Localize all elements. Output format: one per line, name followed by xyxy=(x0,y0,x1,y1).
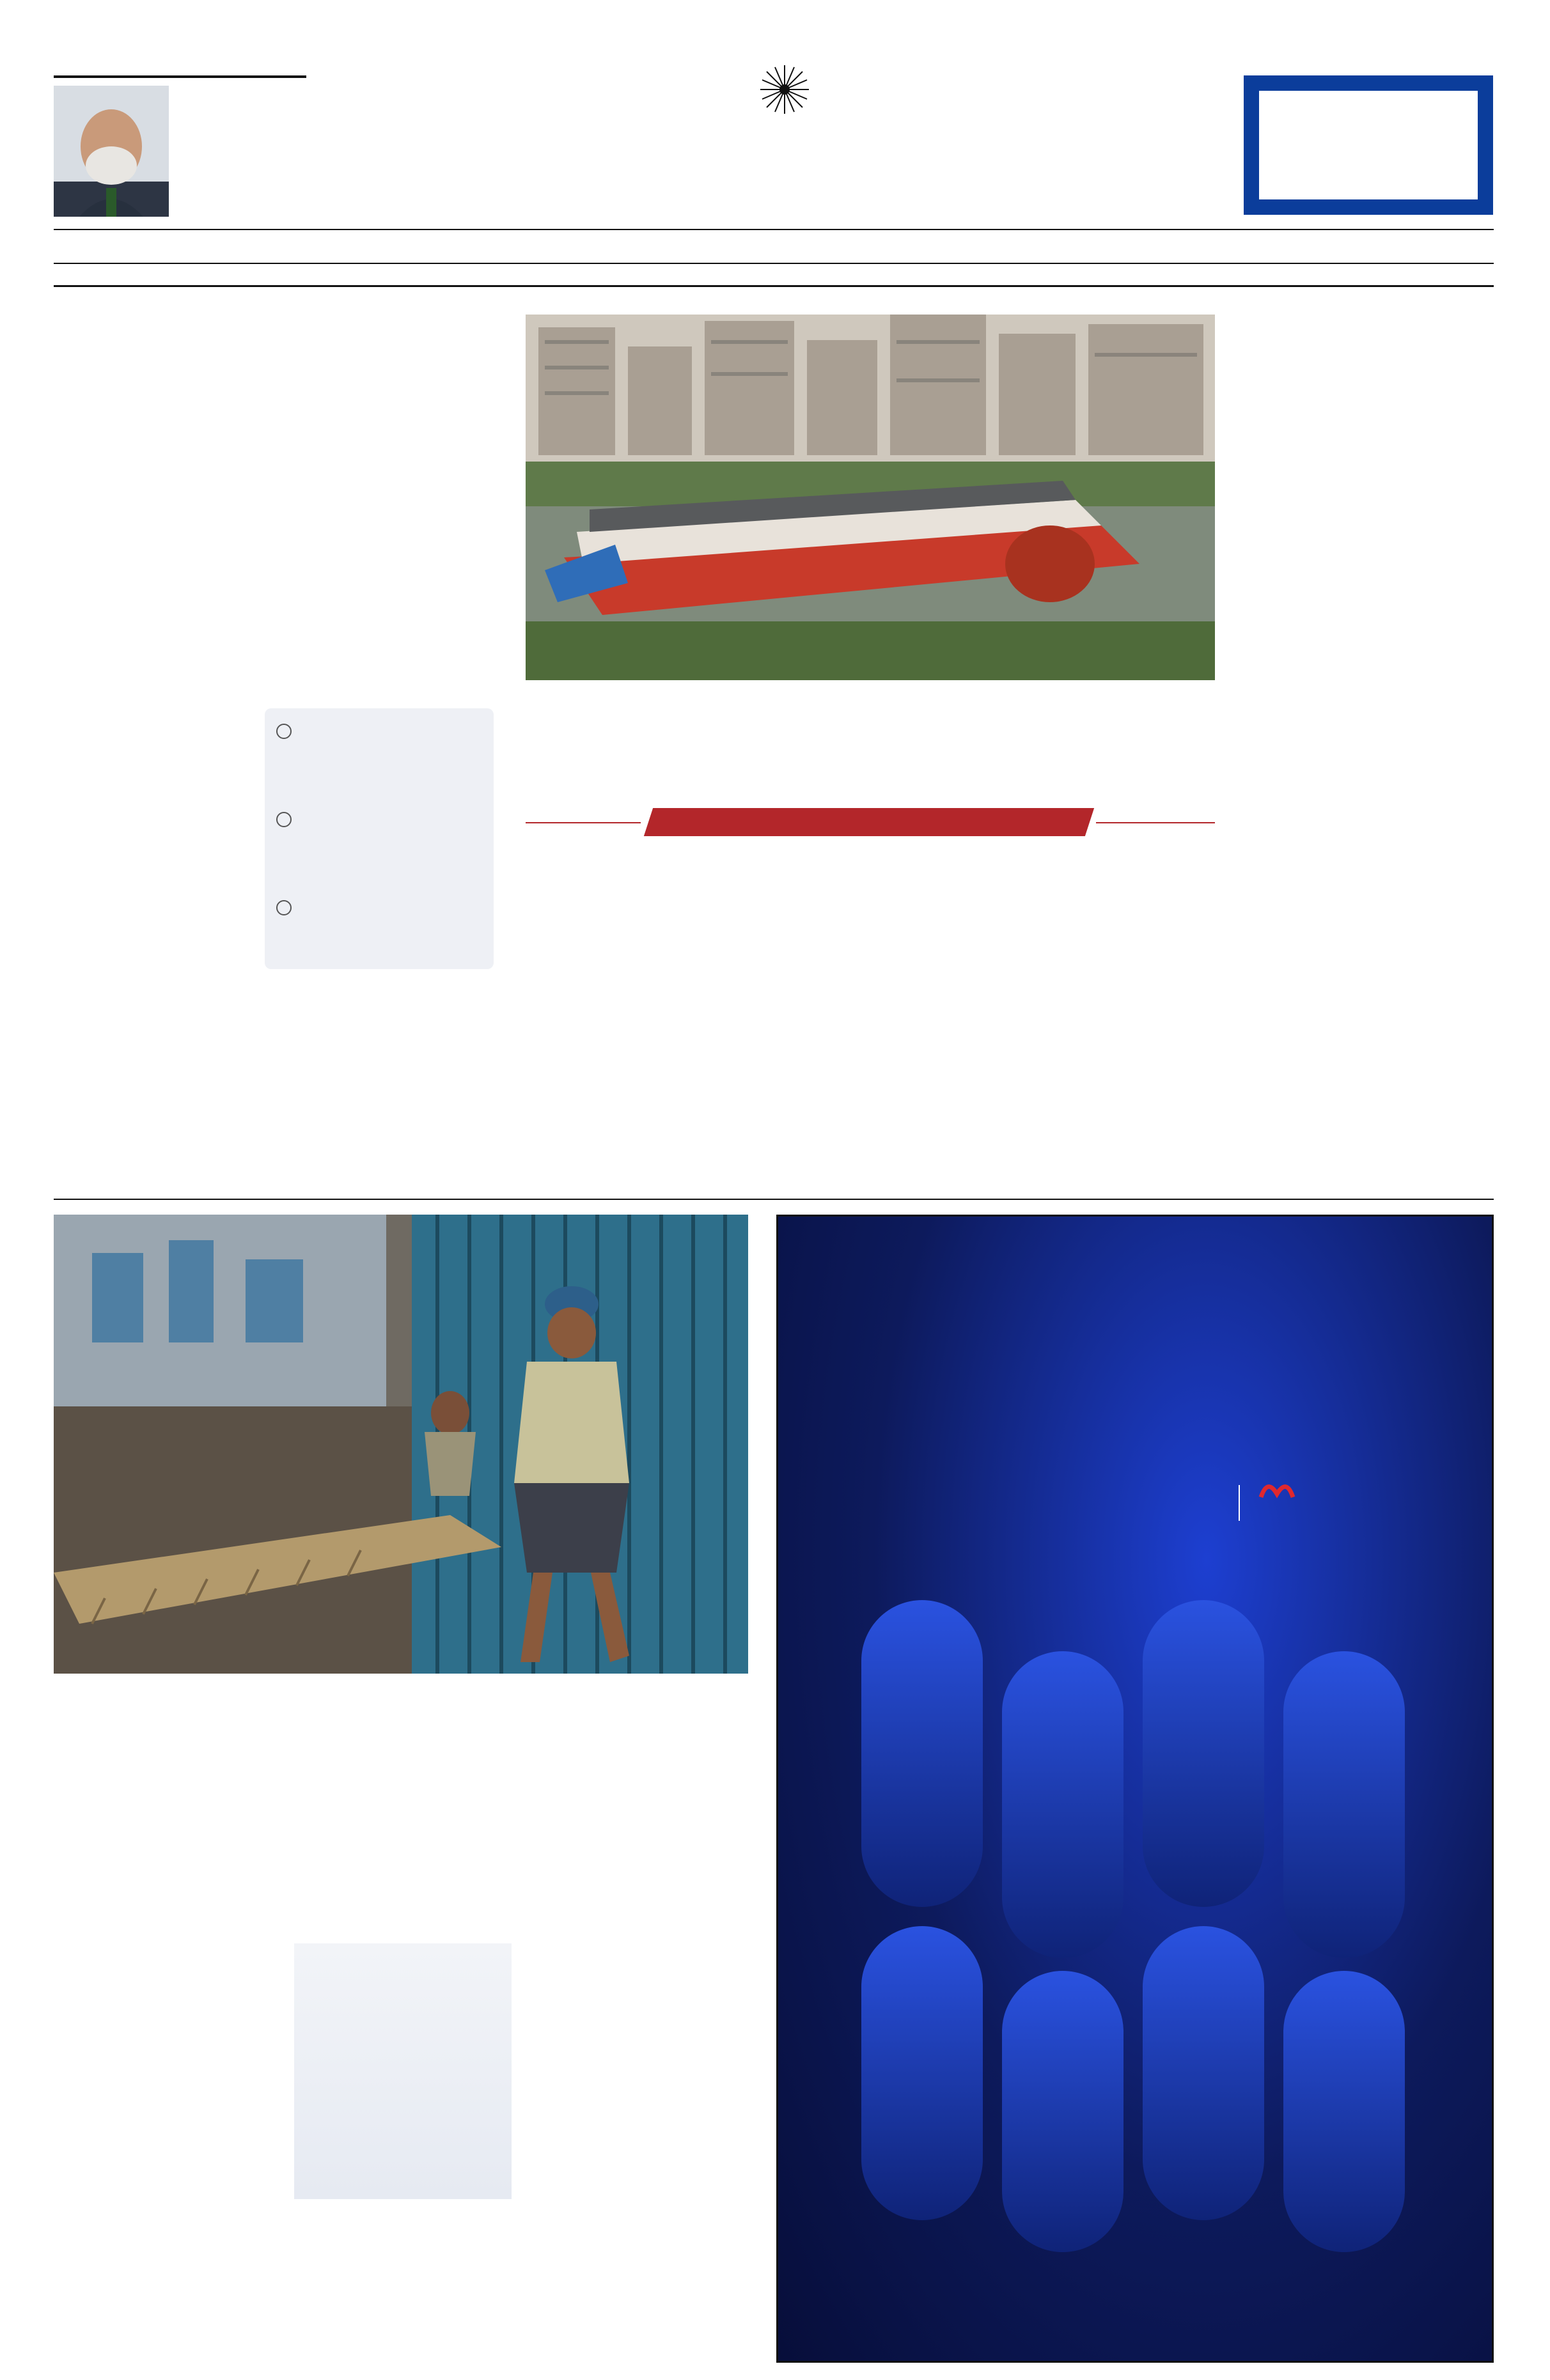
speaker-card[interactable] xyxy=(1002,1971,1123,2252)
quote-box xyxy=(54,75,306,219)
highlights-box xyxy=(265,708,494,969)
bamboo-bridge-photo[interactable] xyxy=(54,1215,748,1674)
speaker-card[interactable] xyxy=(861,1926,983,2220)
bullet-icon xyxy=(276,724,292,739)
story-mirpur-fire xyxy=(1244,307,1494,1183)
speaker-card[interactable] xyxy=(1143,1600,1264,1907)
speaker-card[interactable] xyxy=(861,1600,983,1907)
star-emblem-icon xyxy=(759,64,810,115)
bullet-icon xyxy=(276,812,292,827)
paddle-steamer-photo[interactable] xyxy=(526,315,1215,680)
pull-quote xyxy=(294,1943,512,2199)
pull-quote-text xyxy=(294,1943,512,1961)
speaker-card[interactable] xyxy=(1283,1651,1405,1958)
speaker-role xyxy=(1002,1667,1123,1672)
mind-mapper-logo-icon xyxy=(1258,1475,1296,1500)
lula-portrait xyxy=(54,86,169,217)
bullet-icon xyxy=(276,900,292,915)
speaker-role xyxy=(1283,1667,1405,1672)
series-label xyxy=(648,808,1090,836)
speaker-role xyxy=(1002,1986,1123,1991)
speaker-card[interactable] xyxy=(1283,1971,1405,2252)
supply-chain-ad[interactable] xyxy=(776,1215,1494,2363)
speaker-role xyxy=(1143,1941,1264,1947)
masthead-logo[interactable] xyxy=(339,64,1215,224)
speaker-role xyxy=(1283,1986,1405,1991)
story-july-charter xyxy=(54,307,495,1183)
ksrm-ad[interactable] xyxy=(1244,75,1493,215)
speaker-card[interactable] xyxy=(1002,1651,1123,1958)
speaker-role xyxy=(861,1941,983,1947)
speaker-role xyxy=(1143,1615,1264,1621)
speaker-card[interactable] xyxy=(1143,1926,1264,2220)
byline xyxy=(526,967,743,979)
speaker-role xyxy=(861,1615,983,1621)
